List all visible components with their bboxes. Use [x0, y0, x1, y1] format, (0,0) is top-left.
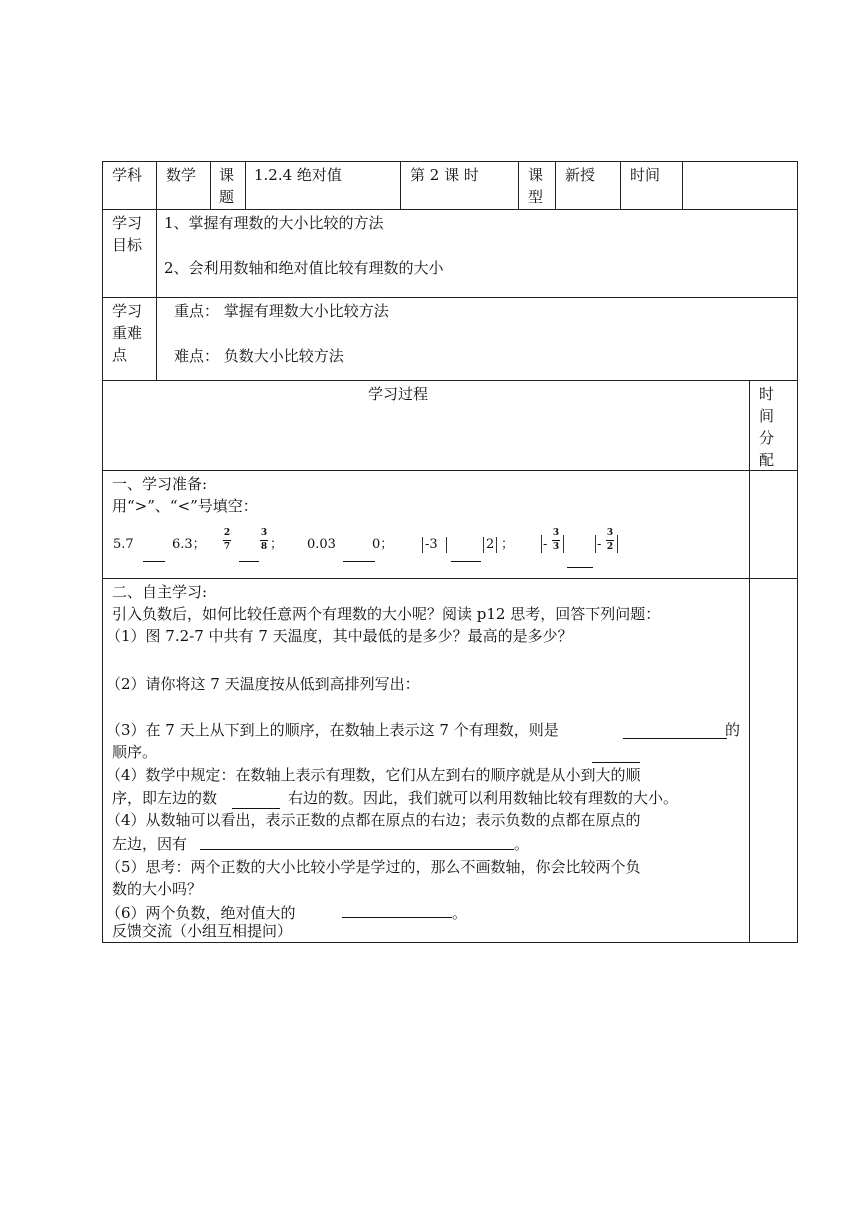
fraction-denominator: 2 [606, 542, 614, 552]
prep-value: -3 [425, 537, 438, 552]
absolute-value-bar [483, 537, 484, 553]
absolute-value-bar [563, 535, 564, 553]
fraction-denominator: 3 [552, 542, 560, 552]
table-border [156, 161, 157, 209]
question-text: 。 [452, 904, 468, 922]
time-allocation-label: 分 [759, 429, 775, 447]
text-mark [592, 762, 640, 763]
table-border [102, 380, 798, 381]
question-text: 右边的数。因此，我们就可以利用数轴比较有理数的大小。 [288, 789, 679, 807]
difficult-point: 难点： 负数大小比较方法 [174, 347, 344, 365]
question-text: 顺序。 [112, 743, 158, 761]
table-border [682, 161, 683, 209]
fraction-numerator: 3 [552, 528, 560, 538]
question: （4）从数轴可以看出，表示正数的点都在原点的右边；表示负数的点都在原点的 [106, 811, 641, 829]
answer-blank[interactable] [567, 567, 593, 568]
keypoints-label: 重难 [112, 324, 143, 342]
type-label: 课 [528, 166, 544, 184]
table-border [102, 942, 798, 943]
absolute-value-bar [422, 537, 423, 553]
table-border [156, 209, 157, 380]
fraction-numerator: 2 [223, 528, 231, 538]
answer-blank[interactable] [239, 561, 259, 562]
fraction-numerator: 3 [260, 528, 268, 538]
prep-value: - [597, 537, 602, 552]
question: （3）在 7 天上从下到上的顺序，在数轴上表示这 7 个有理数，则是 [106, 721, 559, 739]
table-border [102, 297, 798, 298]
question: （2）请你将这 7 天温度按从低到高排列写出： [106, 675, 420, 693]
subject-label: 学科 [112, 166, 143, 184]
keypoints-label: 点 [112, 346, 128, 364]
fraction-bar [606, 540, 614, 541]
absolute-value-bar [446, 537, 447, 553]
self-study-heading: 二、自主学习: [112, 583, 208, 601]
fraction-denominator: 8 [260, 542, 268, 552]
goals-label: 目标 [112, 236, 143, 254]
fraction-denominator: 7 [223, 542, 231, 552]
answer-blank[interactable] [342, 917, 452, 918]
table-border [102, 578, 798, 579]
fraction-bar [552, 540, 560, 541]
table-border [102, 161, 798, 162]
type-label: 型 [528, 188, 544, 206]
fraction-bar [223, 540, 231, 541]
prep-value: 5.7 [113, 537, 134, 552]
topic-label: 课 [219, 166, 235, 184]
absolute-value-bar [617, 535, 618, 553]
keypoints-label: 学习 [112, 302, 143, 320]
question: （1）图 7.2-7 中共有 7 天温度，其中最低的是多少？最高的是多少？ [106, 627, 573, 645]
goals-label: 学习 [112, 214, 143, 232]
lesson-count: 第 2 课 时 [410, 166, 479, 184]
goal-item: 1、掌握有理数的大小比较的方法 [164, 214, 384, 232]
table-border [245, 161, 246, 209]
question: （5）思考：两个正数的大小比较小学是学过的，那么不画数轴，你会比较两个负 [106, 858, 641, 876]
answer-blank[interactable] [143, 561, 165, 562]
prep-value: 2 [486, 537, 495, 552]
time-allocation-label: 时 [759, 385, 775, 403]
answer-blank[interactable] [451, 561, 481, 562]
question-text: 数的大小吗？ [112, 880, 203, 898]
prep-heading: 一、学习准备: [112, 475, 208, 493]
table-border [620, 161, 621, 209]
prep-value: 6.3； [172, 537, 206, 552]
absolute-value-bar [496, 537, 497, 553]
table-border [400, 161, 401, 209]
type-value: 新授 [565, 166, 596, 184]
topic-label: 题 [219, 188, 235, 206]
table-border [518, 161, 519, 209]
prep-value: 0； [372, 537, 394, 552]
time-allocation-label: 间 [759, 407, 775, 425]
time-label: 时间 [630, 166, 661, 184]
table-border [555, 161, 556, 209]
question: （6）两个负数，绝对值大的 [106, 904, 296, 922]
fraction-bar [260, 540, 268, 541]
goal-item: 2、会利用数轴和绝对值比较有理数的大小 [164, 259, 444, 277]
separator: ； [270, 537, 284, 552]
table-border [210, 161, 211, 209]
question-text: 。 [514, 835, 530, 853]
process-title: 学习过程 [368, 385, 429, 403]
absolute-value-bar [595, 535, 596, 553]
table-border [749, 380, 750, 942]
fraction-numerator: 3 [606, 528, 614, 538]
feedback-line: 反馈交流（小组互相提问） [112, 922, 293, 940]
question-text: 序，即左边的数 [112, 789, 218, 807]
prep-value: - [543, 537, 548, 552]
absolute-value-bar [541, 535, 542, 553]
answer-blank[interactable] [200, 849, 514, 850]
prep-instruction: 用“>”、“<”号填空： [112, 497, 258, 515]
prep-value: 0.03 [307, 537, 336, 552]
time-allocation-label: 配 [759, 451, 775, 469]
question: （4）数学中规定：在数轴上表示有理数，它们从左到右的顺序就是从小到大的顺 [106, 766, 641, 784]
table-border [102, 209, 798, 210]
topic-value: 1.2.4 绝对值 [254, 166, 342, 184]
key-point: 重点： 掌握有理数大小比较方法 [174, 302, 389, 320]
question-text: 的 [725, 721, 741, 739]
answer-blank[interactable] [623, 738, 727, 739]
self-study-intro: 引入负数后，如何比较任意两个有理数的大小呢？阅读 p12 思考，回答下列问题： [112, 605, 661, 623]
separator: ； [501, 537, 515, 552]
table-border [797, 161, 798, 943]
answer-blank[interactable] [343, 561, 375, 562]
table-border [102, 470, 798, 471]
subject-value: 数学 [166, 166, 197, 184]
table-border [102, 161, 103, 943]
question-text: 左边，因有 [112, 835, 188, 853]
